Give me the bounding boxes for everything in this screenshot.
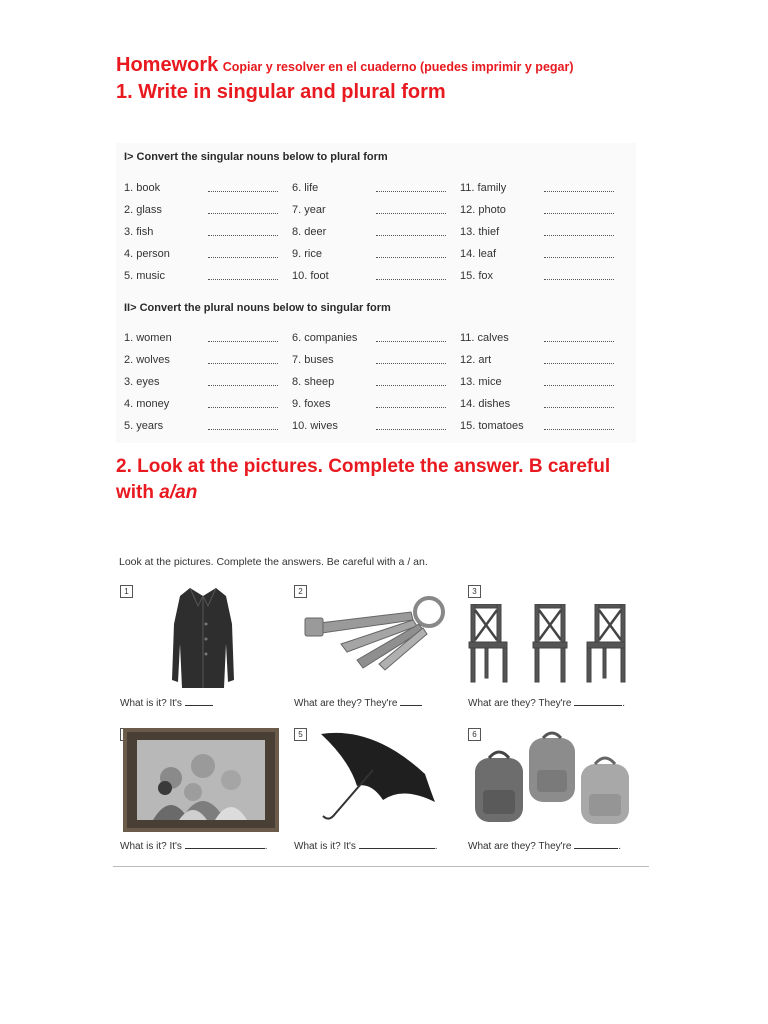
backpacks-icon: [469, 728, 637, 826]
family-photo-icon: [123, 728, 279, 832]
item-question: What are they? They're .: [468, 698, 626, 709]
noun-cell: 4. person: [124, 248, 170, 260]
item-number: 3: [468, 585, 481, 598]
noun-cell: 9. rice: [292, 248, 322, 260]
noun-cell: 7. buses: [292, 354, 334, 366]
noun-cell: 2. wolves: [124, 354, 170, 366]
umbrella-icon: [313, 730, 443, 830]
homework-title: Homework: [116, 54, 219, 76]
list-item: [124, 270, 634, 284]
noun-cell: 14. dishes: [460, 398, 511, 410]
item-number: 5: [294, 728, 307, 741]
exercise2-worksheet: [113, 550, 649, 867]
list-item: [124, 354, 634, 368]
noun-cell: 4. money: [124, 398, 170, 410]
question2-text: 2. Look at the pictures. Complete the answer. B careful with: [116, 456, 611, 503]
noun-cell: 5. music: [124, 270, 165, 282]
noun-cell: 7. year: [292, 204, 326, 216]
list-item: [124, 182, 634, 196]
noun-cell: 12. art: [460, 354, 492, 366]
list-item: [124, 332, 634, 346]
list-item: [124, 398, 634, 412]
noun-cell: 15. tomatoes: [460, 420, 524, 432]
exercise1-worksheet: [116, 143, 636, 443]
noun-cell: 6. life: [292, 182, 319, 194]
noun-cell: 15. fox: [460, 270, 494, 282]
list-item: [124, 376, 634, 390]
noun-cell: 3. fish: [124, 226, 154, 238]
noun-cell: 13. mice: [460, 376, 502, 388]
noun-cell: 11. calves: [460, 332, 509, 344]
homework-subtitle: Copiar y resolver en el cuaderno (puedes imprimir y pegar): [222, 60, 574, 74]
item-question: What are they? They're .: [468, 841, 622, 852]
list-item: [124, 248, 634, 262]
list-item: [124, 226, 634, 240]
list-item: [124, 420, 634, 434]
item-question: What is it? It's .: [294, 841, 438, 852]
noun-cell: 10. wives: [292, 420, 338, 432]
noun-cell: 6. companies: [292, 332, 358, 344]
item-question: What are they? They're: [294, 697, 422, 709]
noun-cell: 12. photo: [460, 204, 506, 216]
noun-cell: 10. foot: [292, 270, 329, 282]
question1-title: 1. Write in singular and plural form: [116, 81, 446, 103]
question2-title: [116, 454, 616, 506]
chairs-icon: [465, 604, 635, 684]
section2-title: II> Convert the plural nouns below to singular form: [124, 302, 391, 314]
noun-cell: 14. leaf: [460, 248, 497, 260]
list-item: [124, 204, 634, 218]
section1-title: I> Convert the singular nouns below to plural form: [124, 151, 388, 163]
coat-icon: [168, 584, 238, 692]
exercise2-instruction: Look at the pictures. Complete the answers. Be careful with a / an.: [119, 556, 428, 568]
question2-italic: a/an: [159, 482, 198, 503]
item-number: 1: [120, 585, 133, 598]
noun-cell: 3. eyes: [124, 376, 160, 388]
noun-cell: 8. sheep: [292, 376, 335, 388]
item-number: 6: [468, 728, 481, 741]
noun-cell: 8. deer: [292, 226, 327, 238]
homework-header: [116, 54, 574, 77]
noun-cell: 1. women: [124, 332, 172, 344]
noun-cell: 9. foxes: [292, 398, 331, 410]
item-number: 2: [294, 585, 307, 598]
noun-cell: 1. book: [124, 182, 161, 194]
noun-cell: 2. glass: [124, 204, 162, 216]
item-question: What is it? It's: [120, 697, 213, 709]
keys-icon: [301, 594, 451, 672]
noun-cell: 13. thief: [460, 226, 500, 238]
noun-cell: 5. years: [124, 420, 164, 432]
noun-cell: 11. family: [460, 182, 507, 194]
item-question: What is it? It's .: [120, 841, 268, 852]
